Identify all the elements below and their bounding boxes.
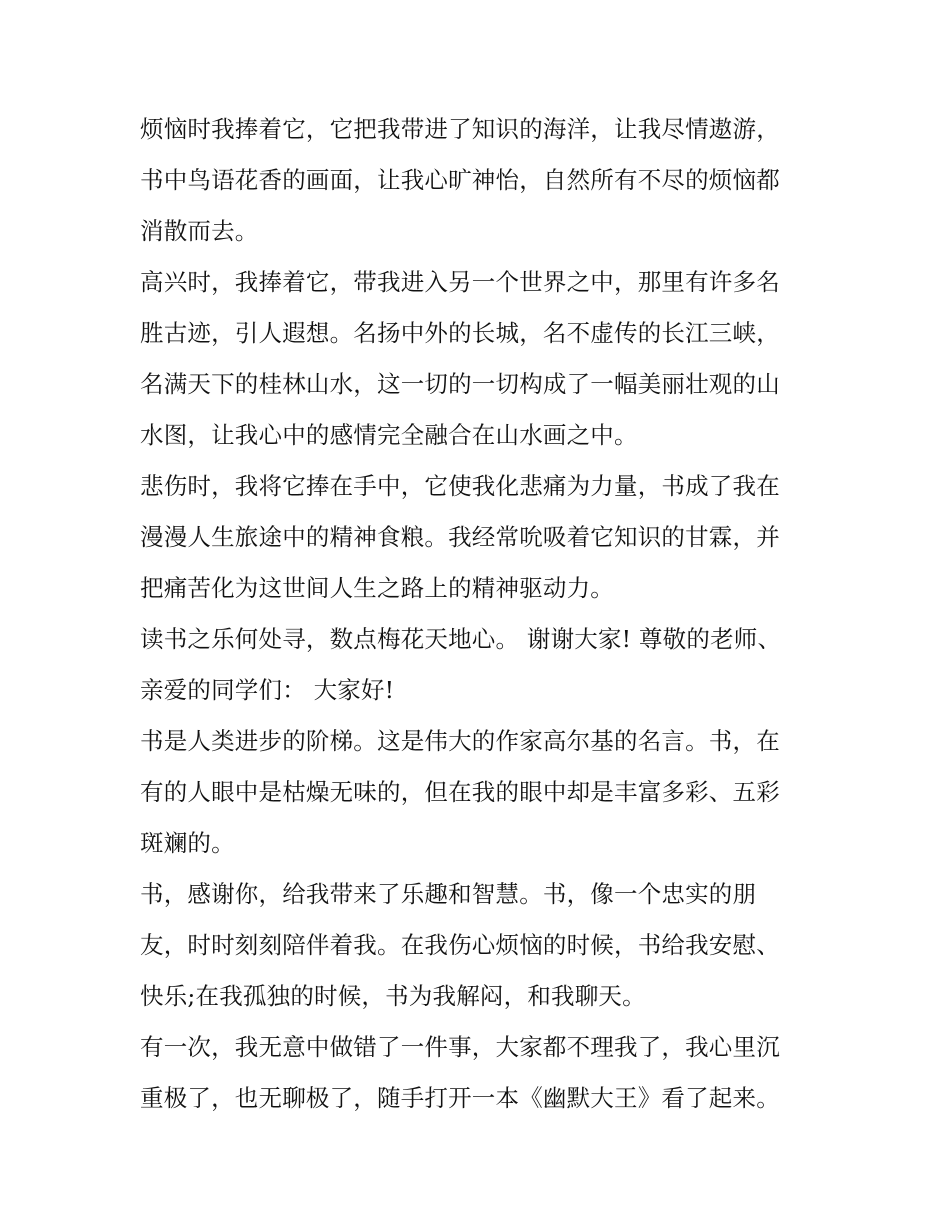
text-line: 烦恼时我捧着它，它把我带进了知识的海洋，让我尽情遨游， — [140, 115, 780, 143]
text-line: 把痛苦化为这世间人生之路上的精神驱动力。 — [140, 574, 614, 602]
text-line: 亲爱的同学们： 大家好! — [140, 676, 395, 704]
document-body — [140, 104, 820, 1124]
text-line: 书，感谢你，给我带来了乐趣和智慧。书，像一个忠实的朋 — [140, 880, 757, 908]
text-line: 名满天下的桂林山水，这一切的一切构成了一幅美丽壮观的山 — [140, 370, 780, 398]
text-line: 斑斓的。 — [140, 829, 235, 857]
text-line: 快乐;在我孤独的时候，书为我解闷，和我聊天。 — [140, 982, 646, 1010]
text-line: 友，时时刻刻陪伴着我。在我伤心烦恼的时候，书给我安慰、 — [140, 931, 780, 959]
text-line: 书是人类进步的阶梯。这是伟大的作家高尔基的名言。书，在 — [140, 727, 780, 755]
text-line: 水图，让我心中的感情完全融合在山水画之中。 — [140, 421, 638, 449]
text-line: 消散而去。 — [140, 217, 259, 245]
text-line: 读书之乐何处寻，数点梅花天地心。 谢谢大家! 尊敬的老师、 — [140, 625, 782, 653]
text-line: 有一次，我无意中做错了一件事，大家都不理我了，我心里沉 — [140, 1033, 780, 1061]
text-line: 胜古迹，引人遐想。名扬中外的长城，名不虚传的长江三峡， — [140, 319, 780, 347]
text-line: 悲伤时，我将它捧在手中，它使我化悲痛为力量，书成了我在 — [140, 472, 780, 500]
text-line: 有的人眼中是枯燥无味的，但在我的眼中却是丰富多彩、五彩 — [140, 778, 780, 806]
text-line: 漫漫人生旅途中的精神食粮。我经常吮吸着它知识的甘霖，并 — [140, 523, 780, 551]
text-line: 书中鸟语花香的画面，让我心旷神怡，自然所有不尽的烦恼都 — [140, 166, 780, 194]
text-line: 重极了，也无聊极了，随手打开一本《幽默大王》看了起来。 — [140, 1084, 780, 1112]
text-line: 高兴时，我捧着它，带我进入另一个世界之中，那里有许多名 — [140, 268, 780, 296]
